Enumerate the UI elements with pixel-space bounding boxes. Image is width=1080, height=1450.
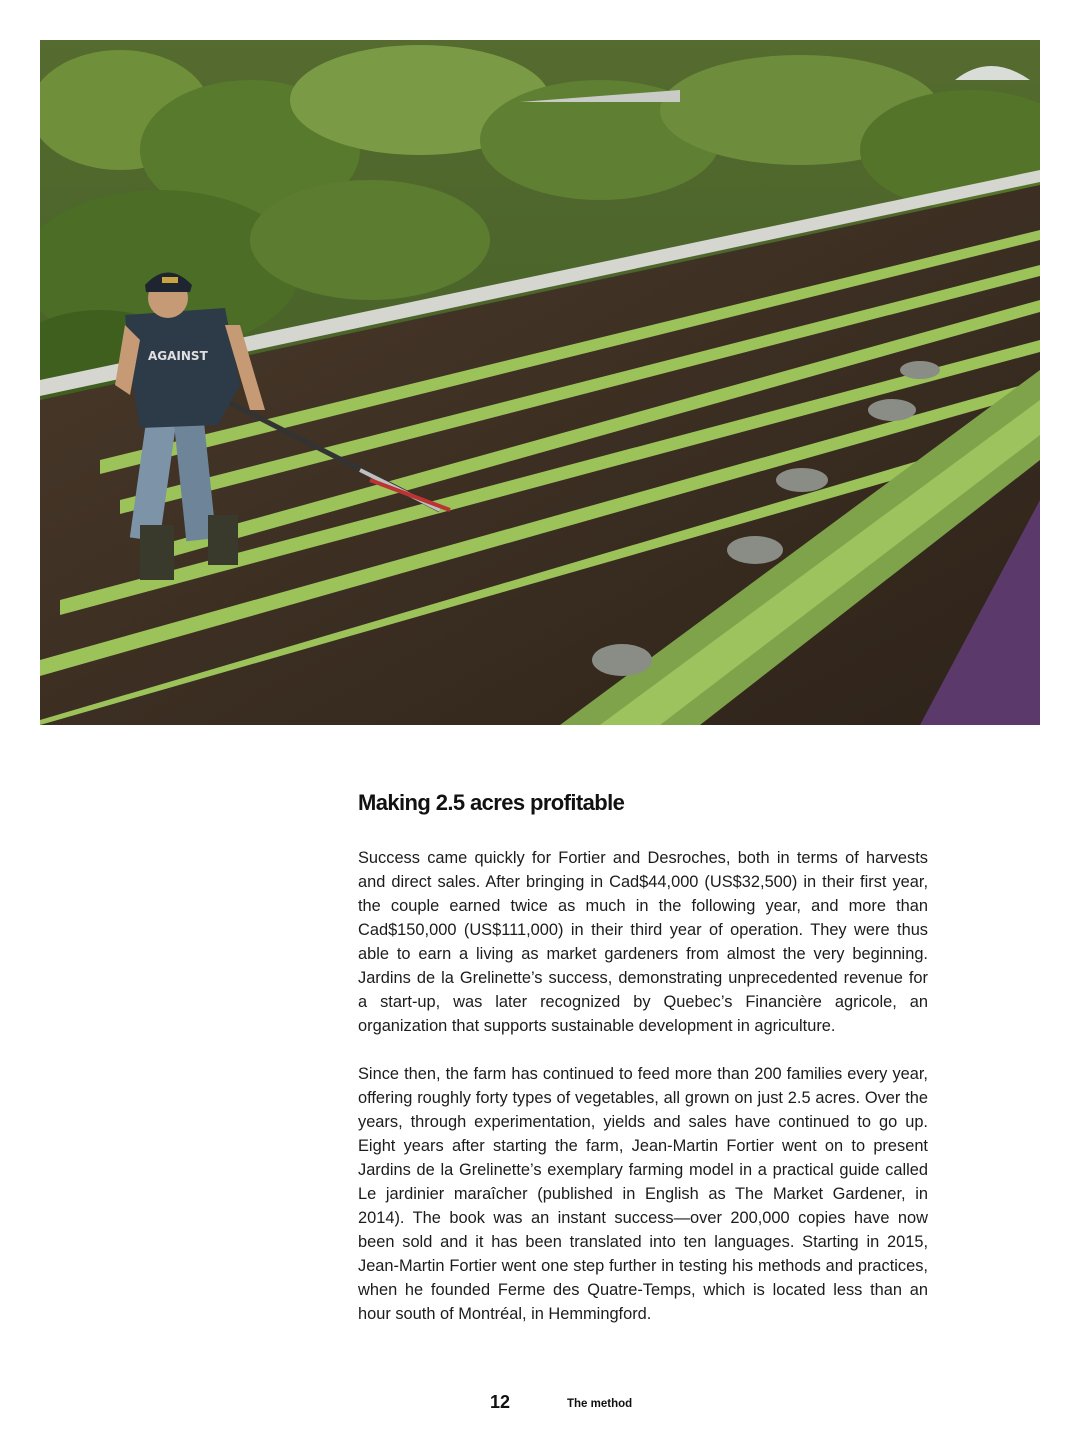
article [358, 790, 928, 1350]
paragraph-1: Success came quickly for Fortier and Desroches, both in terms of harvests and direct sales. After bringing in Cad$44,000 (US$32,500) in their first year, the couple earned twice as much in the following year, and more than Cad$150,000 (US$111,000) in their third year of operation. They were thus able to earn a living as market gardeners from almost the very beginning. Jardins de la Grelinette’s success, demonstrating unprecedented revenue for a start-up, was later recognized by Quebec’s Financière agricole, an organization that supports sustainable development in agriculture. [358, 849, 928, 1036]
section-heading: Making 2.5 acres profitable [358, 790, 625, 815]
page-number: 12 [490, 1392, 511, 1412]
farm-photo [40, 40, 1040, 725]
running-section-title: The method [567, 1398, 633, 1410]
farm-field-illustration [40, 40, 1040, 725]
paragraph-2: Since then, the farm has continued to feed more than 200 families every year, offering roughly forty types of vegetables, all grown on just 2.5 acres. Over the years, through experimentation, yields and sales have continued to go up. Eight years after starting the farm, Jean-Martin Fortier went on to present Jardins de la Grelinette’s exemplary farming model in a practical guide called Le jardinier maraîcher (published in English as The Market Gardener, in 2014). The book was an instant success—over 200,000 copies have now been sold and it has been translated into ten languages. Starting in 2015, Jean-Martin Fortier went one step further in testing his methods and practices, when he founded Ferme des Quatre-Temps, which is located less than an hour south of Montréal, in Hemmingford. [358, 1065, 928, 1324]
shirt-print: AGAINST [148, 349, 208, 363]
page-footer [0, 1392, 1080, 1416]
